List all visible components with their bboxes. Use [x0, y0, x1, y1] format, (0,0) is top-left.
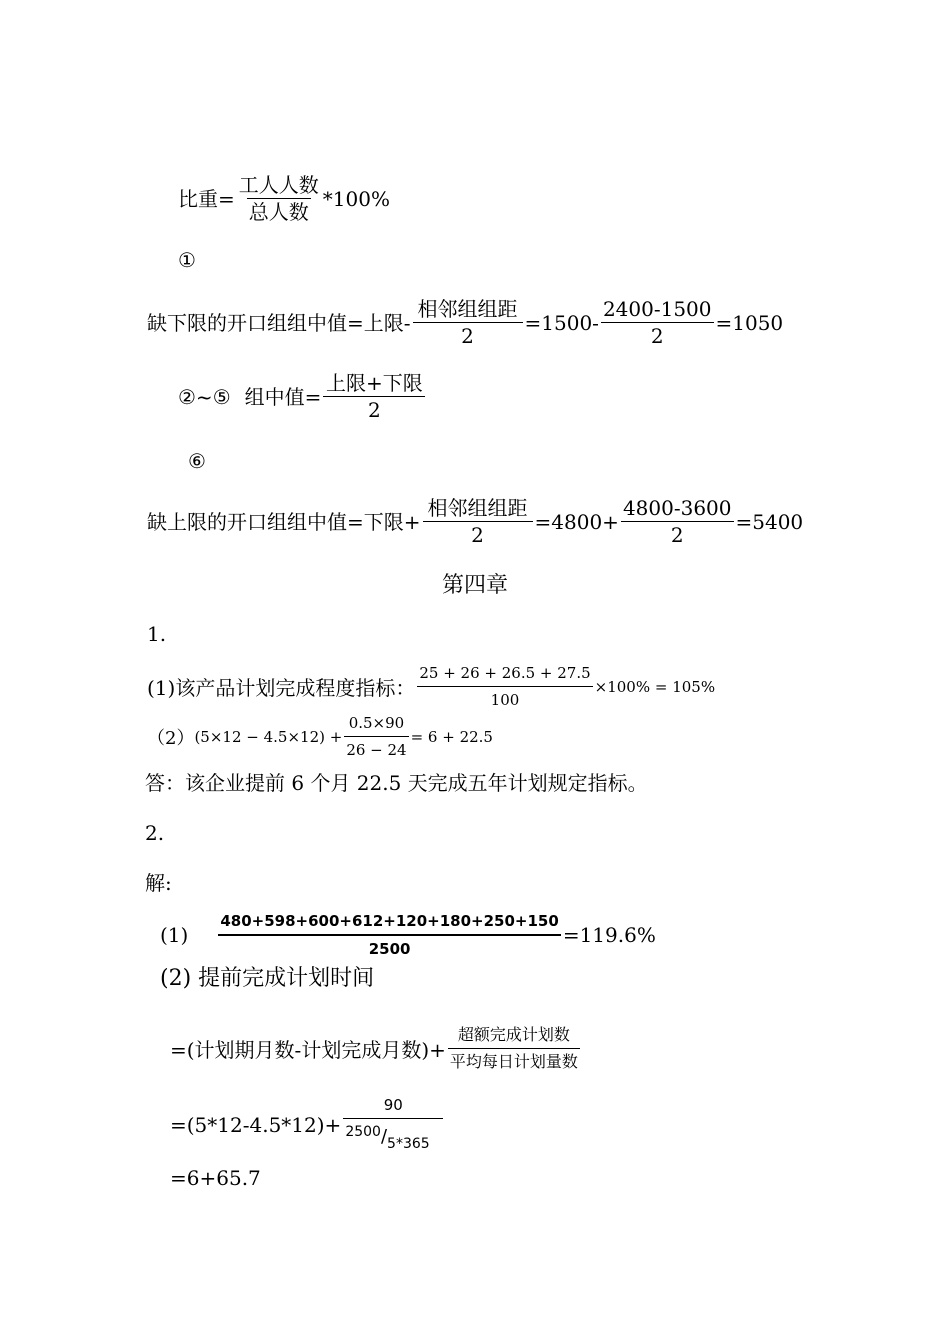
- numerator: 相邻组组距: [427, 496, 528, 520]
- equation-lhs: =(5*12-4.5*12)+: [170, 1112, 342, 1137]
- denominator: 2: [621, 521, 734, 546]
- denominator: 2500: [218, 934, 560, 960]
- formula-upper-open-group: [147, 497, 803, 546]
- formula-lhs: 缺下限的开口组组中值=上限-: [147, 310, 411, 335]
- fraction: [237, 174, 321, 223]
- formula-group-midpoint: [178, 372, 427, 421]
- numerator: 0.5×90: [348, 714, 405, 732]
- question-number: 1.: [147, 622, 167, 646]
- fraction: [413, 298, 523, 347]
- numerator: 工人人数: [238, 173, 319, 197]
- numerator: 90: [383, 1096, 403, 1114]
- numerator: 4800-3600: [622, 496, 732, 520]
- part-title: (2) 提前完成计划时间: [160, 966, 375, 991]
- equation-line-1: [170, 1024, 582, 1073]
- formula-rhs: =5400: [735, 509, 804, 534]
- question-1-answer: [145, 771, 648, 795]
- question-number: 2.: [145, 821, 165, 845]
- denominator: 2: [413, 322, 523, 347]
- fraction: [601, 298, 714, 347]
- equation-result: =6+65.7: [170, 1166, 261, 1190]
- equation-lhs: =(计划期月数-计划完成月数)+: [170, 1038, 446, 1062]
- fraction: [423, 497, 533, 546]
- numerator: 2400-1500: [602, 297, 712, 321]
- question-1-part-2: [147, 712, 493, 761]
- numerator: 相邻组组距: [417, 297, 518, 321]
- denominator: 平均每日计划量数: [448, 1048, 580, 1073]
- inner-numerator: 2500: [345, 1124, 381, 1140]
- numerator: 上限+下限: [326, 371, 423, 395]
- chapter-heading: 第四章: [441, 573, 508, 598]
- solution-label: [145, 871, 172, 895]
- question-2-label: [145, 821, 164, 845]
- fraction: [344, 712, 408, 761]
- fraction: [448, 1024, 580, 1073]
- denominator: 2: [601, 322, 714, 347]
- question-1-part-1: [147, 662, 715, 711]
- part-result: =119.6%: [562, 923, 656, 947]
- equation-line-2: [170, 1094, 445, 1155]
- part-label: （2）: [147, 727, 195, 749]
- denominator: 总人数: [248, 200, 309, 224]
- denominator: [343, 1118, 443, 1155]
- marker-text: ⑥: [188, 449, 206, 473]
- formula-mid: =4800+: [534, 509, 619, 534]
- denominator: 100: [417, 686, 592, 711]
- question-2-part-1: [160, 910, 656, 960]
- denominator: 2: [423, 521, 533, 546]
- formula-proportion: [178, 174, 390, 223]
- marker-1: [178, 248, 196, 272]
- marker-6: [188, 449, 206, 473]
- part-result: ×100% = 105%: [594, 677, 716, 696]
- fraction: [323, 372, 425, 421]
- formula-lhs: 比重=: [178, 186, 235, 211]
- equation-line-3: [170, 1166, 261, 1190]
- denominator: 2: [323, 396, 425, 421]
- fraction: [343, 1094, 443, 1155]
- formula-mid: =1500-: [524, 310, 599, 335]
- question-2-part-2-title: [160, 967, 374, 991]
- formula-lhs: 组中值=: [244, 384, 322, 409]
- inner-denominator: 5*365: [387, 1136, 430, 1152]
- formula-rhs: =1050: [715, 310, 784, 335]
- slash: /: [380, 1126, 388, 1147]
- marker-text: ②~⑤: [178, 384, 231, 409]
- formula-lower-open-group: [147, 298, 783, 347]
- numerator: 480+598+600+612+120+180+250+150: [220, 912, 559, 930]
- formula-rhs: *100%: [322, 186, 390, 211]
- part-text: (1)该产品计划完成程度指标：: [147, 676, 416, 700]
- part-result: = 6 + 22.5: [410, 727, 493, 746]
- question-1-label: [147, 622, 166, 646]
- numerator: 25 + 26 + 26.5 + 27.5: [419, 664, 591, 682]
- formula-lhs: 缺上限的开口组组中值=下限+: [147, 509, 421, 534]
- part-lhs: (5×12 − 4.5×12) +: [194, 727, 343, 746]
- fraction: [417, 662, 592, 711]
- fraction: [218, 910, 560, 960]
- denominator: 26 − 24: [344, 736, 408, 761]
- fraction: [621, 497, 734, 546]
- answer-text: 答：该企业提前 6 个月 22.5 天完成五年计划规定指标。: [145, 771, 648, 795]
- part-label: (1): [160, 923, 189, 947]
- marker-text: ①: [178, 248, 196, 272]
- solution-text: 解:: [145, 871, 172, 895]
- numerator: 超额完成计划数: [457, 1025, 570, 1044]
